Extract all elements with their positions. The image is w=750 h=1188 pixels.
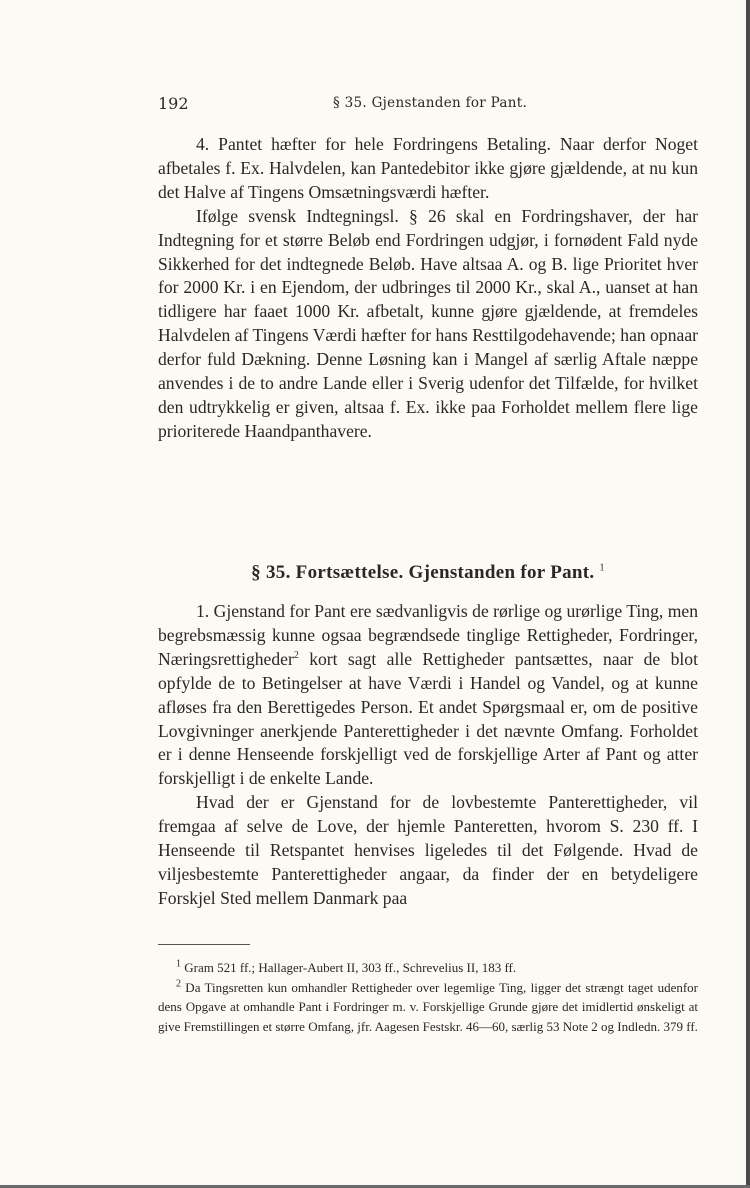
footnote-2-text: Da Tingsretten kun omhandler Rettigheder over legemlige Ting, ligger det strængt taget udenfor dens Opgave at omhandle Pant i Fordringer m. v. Forskjellige Grunde gjøre det imidlertid ønskeligt at give Fremstillingen et større Omfang, jfr. Aagesen Festskr. 46—60, særlig 53 Note 2 og Indledn. 379 ff.: [158, 979, 698, 1035]
paragraph-swedish-law: Ifølge svensk Indtegningsl. § 26 skal en Fordringshaver, der har Indtegning for et større Beløb end Fordringen udgjør, i fornødent Fald nyde Sikkerhed for det indtegnede Beløb. Have altsaa A. og B. lige Prioritet hver for 2000 Kr. i en Ejendom, der udbringes til 2000 Kr., skal A., uanset at han tidligere har faaet 1000 Kr. afbetalt, kunne gjøre gjældende, at fremdeles Halvdelen af Tingens Værdi hæfter for hans Resttilgodehavende; han opnaar derfor fuld Dækning. Denne Løsning kan i Mangel af særlig Aftale næppe anvendes i de to andre Lande eller i Sverig udenfor det Tilfælde, for hvilket den udtrykkelig er given, altsaa f. Ex. ikke paa Forholdet mellem flere lige prioriterede Haandpanthavere.: [158, 205, 698, 441]
paragraph-1-text-a: 1. Gjenstand for Pant ere sædvanligvis de rørlige og urørlige Ting, men begrebsmæssig kunne ogsaa begrændsede tinglige Rettigheder, Fordringer, Næringsrettigheder: [158, 601, 698, 669]
page-number: 192: [158, 94, 189, 113]
running-head: [158, 94, 698, 116]
page-edge-shadow: [746, 0, 750, 1188]
footnote-1: [158, 958, 698, 978]
paragraph-1-text-b: kort sagt alle Rettigheder pantsættes, naar de blot opfylde de to Betingelser at have Værdi i Handel og Vandel, og at kunne afløses fra den Berettigedes Person. Et andet Spørgsmaal er, om de positive Lovgivninger anerkjende Panterettigheder i det nævnte Omfang. Forholdet er i denne Henseende forskjelligt ved de forskjellige Arter af Pant og atter forskjelligt i de enkelte Lande.: [158, 648, 698, 789]
section-34-continuation: [158, 133, 698, 444]
footnote-2-marker: 2: [176, 978, 181, 990]
paragraph-1: [158, 600, 698, 791]
section-35-heading: [158, 562, 698, 584]
section-heading-text: § 35. Fortsættelse. Gjenstanden for Pant.: [251, 562, 595, 583]
footnote-divider: [158, 944, 250, 945]
section-35-body: [158, 600, 698, 911]
heading-footnote-marker: 1: [599, 562, 605, 574]
footnote-marker-2: 2: [293, 649, 299, 661]
paragraph-2: Hvad der er Gjenstand for de lovbestemte Panterettigheder, vil fremgaa af selve de Love, der hjemle Panteretten, hvorom S. 230 ff. I Henseende til Retspantet henvises ligeledes til det Følgende. Hvad de viljesbestemte Panterettigheder angaar, da finder der en betydeligere Forskjel Sted mellem Danmark paa: [158, 792, 698, 908]
running-head-title: § 35. Gjenstanden for Pant.: [333, 95, 528, 111]
footnote-2: [158, 978, 698, 1037]
paragraph-4: 4. Pantet hæfter for hele Fordringens Betaling. Naar derfor Noget afbetales f. Ex. Halvdelen, kan Pantedebitor ikke gjøre gjældende, at nu kun det Halve af Tingens Omsætningsværdi hæfter.: [158, 134, 698, 202]
footnote-1-text: Gram 521 ff.; Hallager-Aubert II, 303 ff., Schrevelius II, 183 ff.: [181, 960, 517, 975]
footnote-1-marker: 1: [176, 958, 181, 970]
footnotes: [158, 958, 698, 1037]
